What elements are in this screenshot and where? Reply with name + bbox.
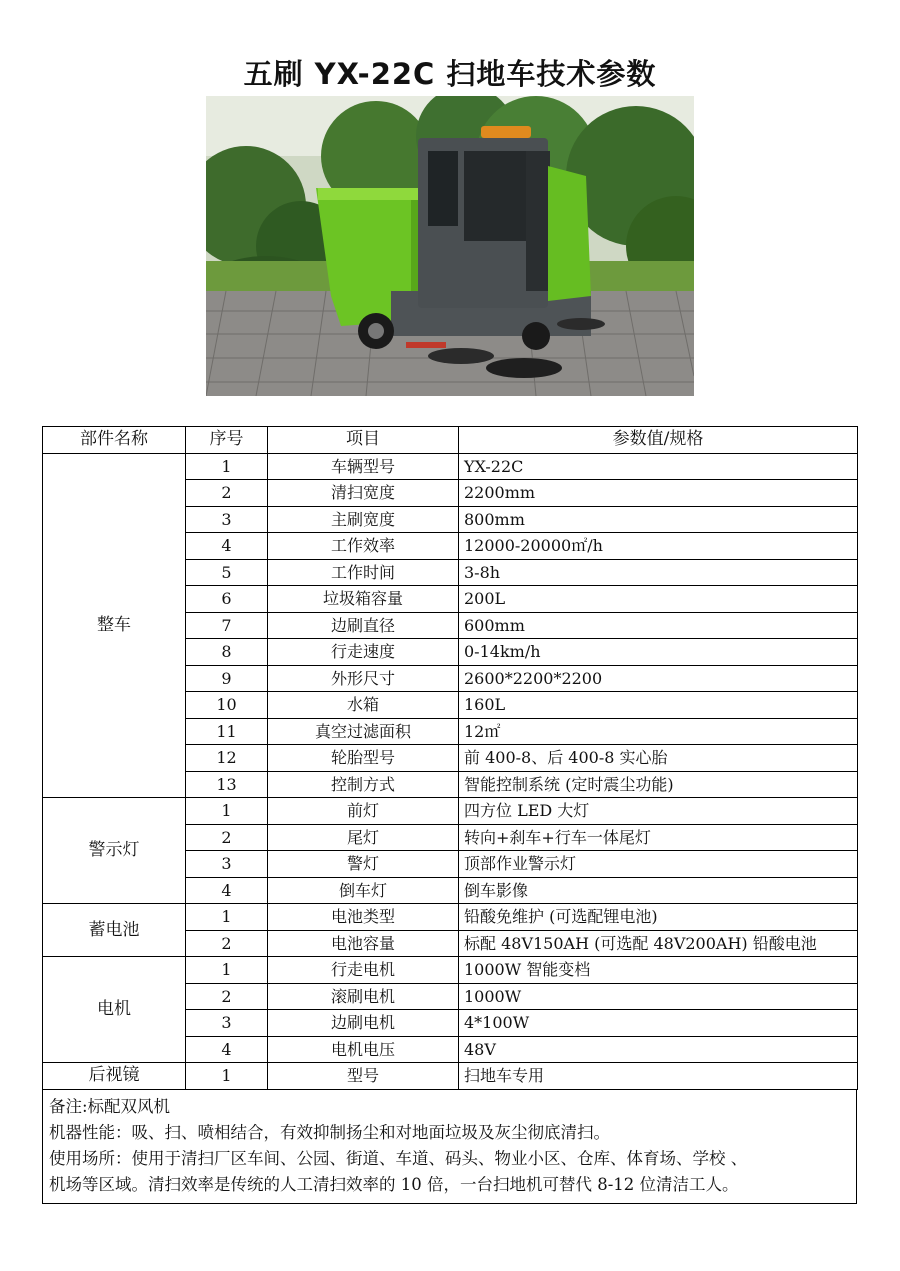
note-remark: 备注:标配双风机 — [49, 1097, 171, 1116]
row-item: 电池容量 — [268, 930, 459, 957]
row-item: 尾灯 — [268, 824, 459, 851]
row-seq: 9 — [186, 665, 268, 692]
row-value: 转向+刹车+行车一体尾灯 — [459, 824, 858, 851]
header-item: 项目 — [268, 427, 459, 454]
row-seq: 3 — [186, 851, 268, 878]
row-seq: 2 — [186, 930, 268, 957]
row-value: 扫地车专用 — [459, 1063, 858, 1090]
row-value: 2200mm — [459, 480, 858, 507]
row-value: 200L — [459, 586, 858, 613]
row-item: 清扫宽度 — [268, 480, 459, 507]
notes-box — [42, 1090, 857, 1204]
row-seq: 5 — [186, 559, 268, 586]
row-item: 电池类型 — [268, 904, 459, 931]
row-seq: 4 — [186, 533, 268, 560]
group-motor: 电机 — [43, 957, 186, 1063]
row-seq: 7 — [186, 612, 268, 639]
row-value: 3-8h — [459, 559, 858, 586]
row-value: 铅酸免维护 (可选配锂电池) — [459, 904, 858, 931]
row-value: 600mm — [459, 612, 858, 639]
row-seq: 1 — [186, 453, 268, 480]
row-item: 真空过滤面积 — [268, 718, 459, 745]
row-seq: 8 — [186, 639, 268, 666]
row-item: 前灯 — [268, 798, 459, 825]
row-item: 控制方式 — [268, 771, 459, 798]
table-row — [43, 453, 858, 480]
row-seq: 1 — [186, 904, 268, 931]
row-seq: 4 — [186, 877, 268, 904]
row-seq: 12 — [186, 745, 268, 772]
row-item: 型号 — [268, 1063, 459, 1090]
row-value: 顶部作业警示灯 — [459, 851, 858, 878]
row-item: 行走电机 — [268, 957, 459, 984]
table-row — [43, 904, 858, 931]
row-item: 边刷直径 — [268, 612, 459, 639]
row-item: 警灯 — [268, 851, 459, 878]
row-seq: 1 — [186, 1063, 268, 1090]
row-seq: 10 — [186, 692, 268, 719]
sweeper-photo — [206, 96, 694, 396]
row-seq: 3 — [186, 506, 268, 533]
row-value: 智能控制系统 (定时震尘功能) — [459, 771, 858, 798]
row-item: 轮胎型号 — [268, 745, 459, 772]
row-value: 48V — [459, 1036, 858, 1063]
row-seq: 6 — [186, 586, 268, 613]
row-value: 前 400-8、后 400-8 实心胎 — [459, 745, 858, 772]
row-seq: 3 — [186, 1010, 268, 1037]
table-row — [43, 1063, 858, 1090]
row-seq: 2 — [186, 480, 268, 507]
row-seq: 11 — [186, 718, 268, 745]
row-item: 外形尺寸 — [268, 665, 459, 692]
header-part: 部件名称 — [43, 427, 186, 454]
group-mirror: 后视镜 — [43, 1063, 186, 1090]
row-item: 工作效率 — [268, 533, 459, 560]
row-seq: 2 — [186, 983, 268, 1010]
row-value: 2600*2200*2200 — [459, 665, 858, 692]
row-item: 车辆型号 — [268, 453, 459, 480]
group-battery: 蓄电池 — [43, 904, 186, 957]
row-item: 垃圾箱容量 — [268, 586, 459, 613]
row-seq: 13 — [186, 771, 268, 798]
row-value: 12㎡ — [459, 718, 858, 745]
row-value: YX-22C — [459, 453, 858, 480]
row-seq: 1 — [186, 957, 268, 984]
note-usage: 使用场所：使用于清扫厂区车间、公园、街道、车道、码头、物业小区、仓库、体育场、学校 、 — [49, 1149, 748, 1168]
row-item: 边刷电机 — [268, 1010, 459, 1037]
row-item: 电机电压 — [268, 1036, 459, 1063]
header-seq: 序号 — [186, 427, 268, 454]
table-row — [43, 798, 858, 825]
group-vehicle: 整车 — [43, 453, 186, 798]
note-performance: 机器性能：吸、扫、喷相结合，有效抑制扬尘和对地面垃圾及灰尘彻底清扫。 — [49, 1123, 610, 1142]
row-item: 滚刷电机 — [268, 983, 459, 1010]
row-item: 行走速度 — [268, 639, 459, 666]
header-value: 参数值/规格 — [459, 427, 858, 454]
row-value: 800mm — [459, 506, 858, 533]
row-value: 0-14km/h — [459, 639, 858, 666]
row-value: 160L — [459, 692, 858, 719]
row-item: 倒车灯 — [268, 877, 459, 904]
row-item: 工作时间 — [268, 559, 459, 586]
note-usage-cont: 机场等区域。清扫效率是传统的人工清扫效率的 10 倍，一台扫地机可替代 8-12 位清洁工人。 — [49, 1175, 739, 1194]
row-seq: 2 — [186, 824, 268, 851]
group-lights: 警示灯 — [43, 798, 186, 904]
table-row — [43, 957, 858, 984]
row-value: 四方位 LED 大灯 — [459, 798, 858, 825]
row-seq: 4 — [186, 1036, 268, 1063]
row-value: 4*100W — [459, 1010, 858, 1037]
spec-table — [42, 426, 858, 1090]
row-item: 主刷宽度 — [268, 506, 459, 533]
row-value: 1000W 智能变档 — [459, 957, 858, 984]
page-title: 五刷 YX-22C 扫地车技术参数 — [243, 57, 657, 91]
row-value: 1000W — [459, 983, 858, 1010]
row-value: 倒车影像 — [459, 877, 858, 904]
table-header-row — [43, 427, 858, 454]
row-seq: 1 — [186, 798, 268, 825]
row-value: 12000-20000㎡/h — [459, 533, 858, 560]
row-value: 标配 48V150AH (可选配 48V200AH) 铅酸电池 — [459, 930, 858, 957]
row-item: 水箱 — [268, 692, 459, 719]
